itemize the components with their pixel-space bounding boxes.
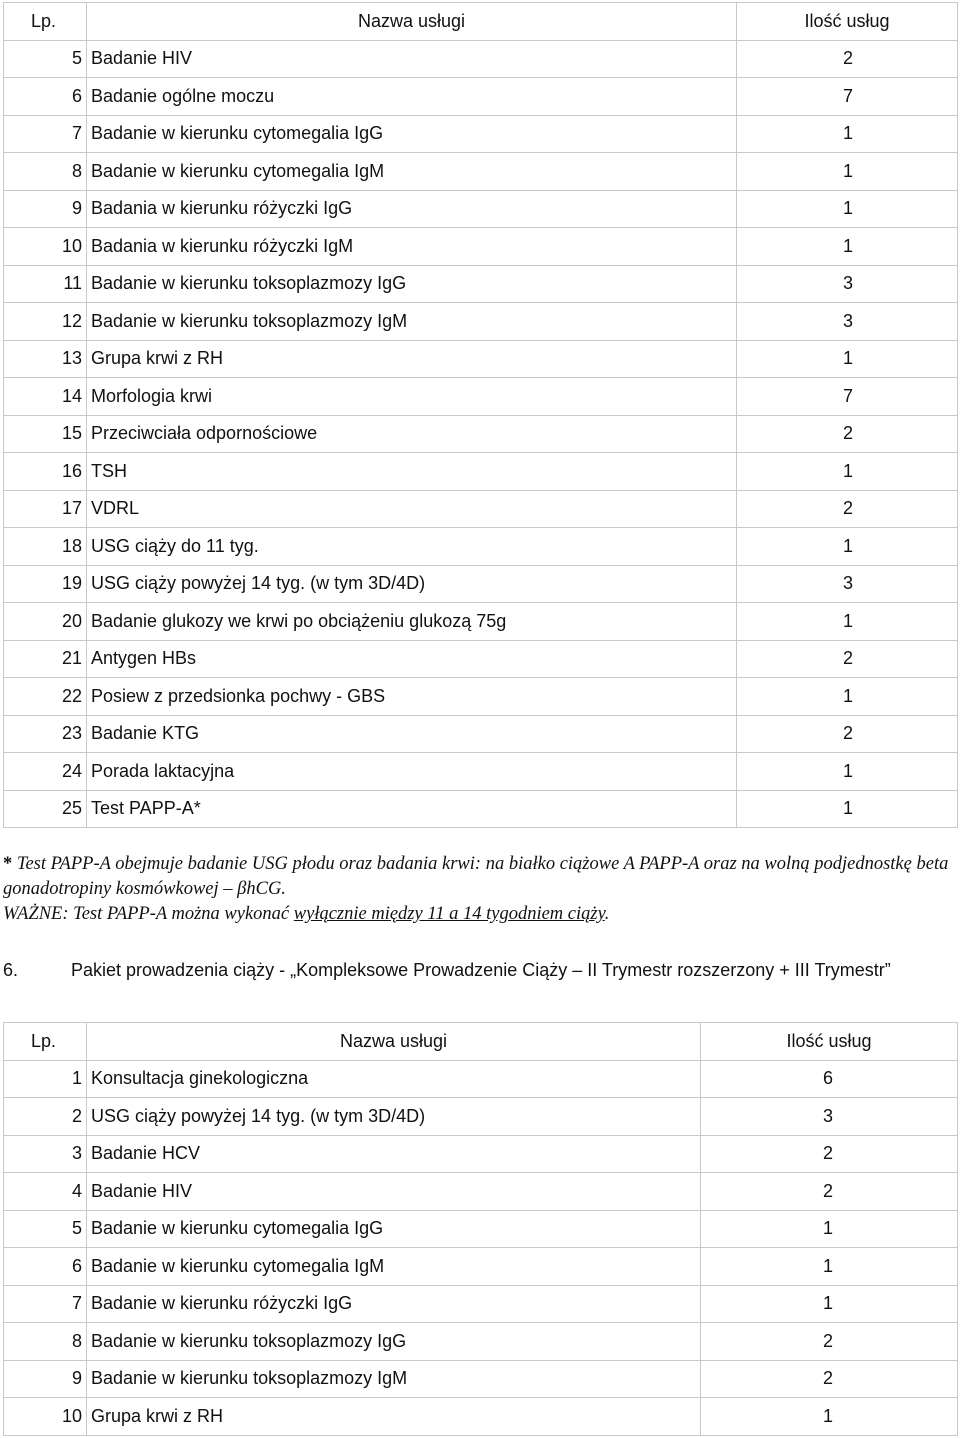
table-body [4,1060,958,1435]
col-header-qty: Ilość usług [737,3,958,41]
row-service-name: Badanie w kierunku toksoplazmozy IgG [87,265,737,303]
row-service-name: Badania w kierunku różyczki IgM [87,228,737,266]
row-quantity: 2 [701,1135,958,1173]
table-row [4,1210,958,1248]
row-quantity: 2 [737,415,958,453]
row-lp: 10 [4,228,87,266]
row-lp: 21 [4,640,87,678]
row-service-name: Badanie w kierunku cytomegalia IgG [87,1210,701,1248]
table-row [4,340,958,378]
note-asterisk: * [3,854,13,874]
row-quantity: 1 [737,753,958,791]
row-lp: 14 [4,378,87,416]
row-quantity: 1 [737,190,958,228]
table-row [4,190,958,228]
row-service-name: Test PAPP-A* [87,790,737,828]
table-row [4,1098,958,1136]
row-lp: 1 [4,1060,87,1098]
table-row [4,265,958,303]
row-quantity: 6 [701,1060,958,1098]
row-lp: 18 [4,528,87,566]
table-row [4,678,958,716]
row-service-name: Badanie w kierunku cytomegalia IgG [87,115,737,153]
row-quantity: 1 [737,115,958,153]
row-lp: 2 [4,1098,87,1136]
row-service-name: Badania w kierunku różyczki IgG [87,190,737,228]
table-row [4,153,958,191]
note-important-underlined: wyłącznie między 11 a 14 tygodniem ciąży [293,904,605,924]
table-header-row [4,1023,958,1061]
table-row [4,1285,958,1323]
row-quantity: 2 [701,1323,958,1361]
col-header-name: Nazwa usługi [87,3,737,41]
row-service-name: Morfologia krwi [87,378,737,416]
row-lp: 5 [4,40,87,78]
row-service-name: Posiew z przedsionka pochwy - GBS [87,678,737,716]
services-table-2 [3,1022,958,1436]
row-quantity: 1 [701,1398,958,1436]
row-service-name: Badanie w kierunku toksoplazmozy IgM [87,303,737,341]
note-line-1: Test PAPP-A obejmuje badanie USG płodu oraz badania krwi: na białko ciążowe A PAPP-A oraz na wolną podjednostkę beta gonadotropiny kosmówkowej – βhCG. [3,854,949,899]
row-lp: 10 [4,1398,87,1436]
row-lp: 13 [4,340,87,378]
row-service-name: Grupa krwi z RH [87,1398,701,1436]
row-service-name: Przeciwciała odpornościowe [87,415,737,453]
row-service-name: Badanie w kierunku cytomegalia IgM [87,1248,701,1286]
table-row [4,115,958,153]
row-service-name: Konsultacja ginekologiczna [87,1060,701,1098]
table-row [4,1398,958,1436]
col-header-qty: Ilość usług [701,1023,958,1061]
row-quantity: 1 [737,228,958,266]
row-service-name: Antygen HBs [87,640,737,678]
row-service-name: Badanie ogólne moczu [87,78,737,116]
papp-a-note [3,852,953,927]
table-row [4,1135,958,1173]
row-lp: 7 [4,115,87,153]
row-quantity: 7 [737,78,958,116]
row-quantity: 1 [737,678,958,716]
table-row [4,40,958,78]
row-service-name: Badanie HIV [87,1173,701,1211]
row-service-name: Badanie w kierunku cytomegalia IgM [87,153,737,191]
col-header-lp: Lp. [4,1023,87,1061]
row-quantity: 1 [701,1248,958,1286]
row-quantity: 2 [737,490,958,528]
row-lp: 9 [4,1360,87,1398]
col-header-name: Nazwa usługi [87,1023,701,1061]
row-quantity: 3 [737,303,958,341]
row-service-name: Badanie w kierunku toksoplazmozy IgM [87,1360,701,1398]
row-lp: 17 [4,490,87,528]
row-quantity: 1 [737,528,958,566]
row-quantity: 1 [737,453,958,491]
row-lp: 8 [4,1323,87,1361]
row-quantity: 2 [737,640,958,678]
row-lp: 24 [4,753,87,791]
row-service-name: VDRL [87,490,737,528]
row-lp: 6 [4,78,87,116]
row-service-name: USG ciąży do 11 tyg. [87,528,737,566]
row-lp: 23 [4,715,87,753]
table-header-row [4,3,958,41]
table-row [4,490,958,528]
row-service-name: Badanie HIV [87,40,737,78]
table-row [4,1360,958,1398]
table-row [4,78,958,116]
row-quantity: 2 [737,40,958,78]
package-heading [3,957,953,984]
row-quantity: 1 [737,790,958,828]
row-lp: 6 [4,1248,87,1286]
table-row [4,228,958,266]
row-quantity: 2 [701,1360,958,1398]
table-row [4,715,958,753]
row-service-name: Badanie w kierunku różyczki IgG [87,1285,701,1323]
col-header-lp: Lp. [4,3,87,41]
table-row [4,1323,958,1361]
row-service-name: Badanie glukozy we krwi po obciążeniu glukozą 75g [87,603,737,641]
table-row [4,1248,958,1286]
row-quantity: 1 [737,603,958,641]
row-lp: 20 [4,603,87,641]
row-quantity: 3 [701,1098,958,1136]
table-row [4,640,958,678]
row-lp: 22 [4,678,87,716]
table-row [4,378,958,416]
row-lp: 19 [4,565,87,603]
table-row [4,753,958,791]
row-lp: 12 [4,303,87,341]
table-row [4,453,958,491]
row-service-name: USG ciąży powyżej 14 tyg. (w tym 3D/4D) [87,1098,701,1136]
row-service-name: Porada laktacyjna [87,753,737,791]
table-row [4,1173,958,1211]
row-service-name: Grupa krwi z RH [87,340,737,378]
package-title: Pakiet prowadzenia ciąży - „Kompleksowe Prowadzenie Ciąży – II Trymestr rozszerzony + III Trymestr” [71,960,891,980]
row-quantity: 1 [737,153,958,191]
row-lp: 5 [4,1210,87,1248]
row-quantity: 3 [737,265,958,303]
table-row [4,528,958,566]
row-quantity: 1 [737,340,958,378]
row-quantity: 7 [737,378,958,416]
row-lp: 7 [4,1285,87,1323]
table-row [4,565,958,603]
row-service-name: TSH [87,453,737,491]
table-row [4,1060,958,1098]
table-row [4,303,958,341]
services-table-1 [3,2,958,828]
note-important-suffix: . [604,904,610,924]
table-row [4,415,958,453]
table-row [4,603,958,641]
note-important-prefix: WAŻNE: Test PAPP-A można wykonać [3,904,294,924]
row-lp: 4 [4,1173,87,1211]
row-service-name: Badanie w kierunku toksoplazmozy IgG [87,1323,701,1361]
row-quantity: 2 [737,715,958,753]
row-lp: 15 [4,415,87,453]
row-lp: 3 [4,1135,87,1173]
table-row [4,790,958,828]
row-quantity: 1 [701,1285,958,1323]
row-quantity: 3 [737,565,958,603]
row-service-name: USG ciąży powyżej 14 tyg. (w tym 3D/4D) [87,565,737,603]
row-lp: 25 [4,790,87,828]
row-lp: 16 [4,453,87,491]
row-quantity: 2 [701,1173,958,1211]
row-service-name: Badanie HCV [87,1135,701,1173]
table-body [4,40,958,828]
row-lp: 8 [4,153,87,191]
row-lp: 9 [4,190,87,228]
row-service-name: Badanie KTG [87,715,737,753]
package-number: 6. [3,960,19,980]
row-lp: 11 [4,265,87,303]
row-quantity: 1 [701,1210,958,1248]
